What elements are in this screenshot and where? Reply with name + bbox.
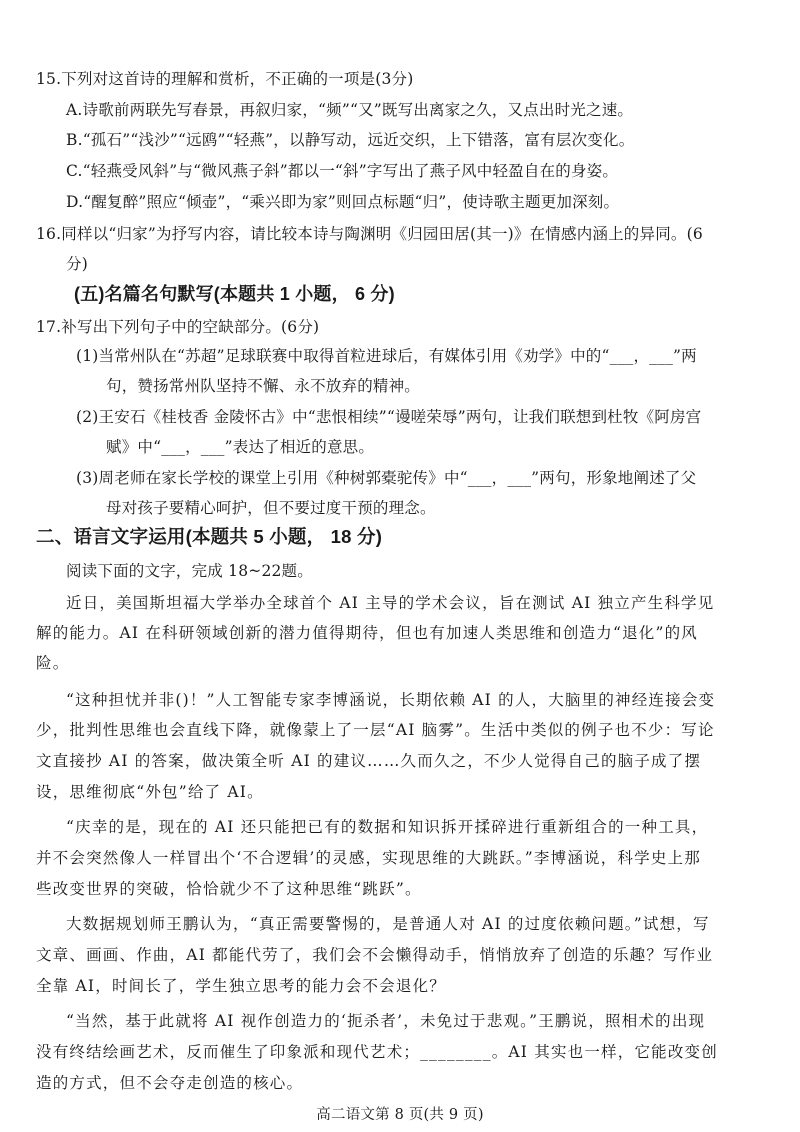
passage-p5-line3: 造的方式，但不会夺走创造的核心。 xyxy=(36,1074,304,1092)
q17-stem: 17.补写出下列句子中的空缺部分。(6分) xyxy=(36,318,320,336)
passage-p2-line3: 文直接抄 AI 的答案，做决策全听 AI 的建议……久而久之，不少人觉得自己的脑子成了摆 xyxy=(36,752,702,770)
passage-p1-line3: 险。 xyxy=(36,654,70,672)
passage-p1-line1: 近日，美国斯坦福大学举办全球首个 AI 主导的学术会议，旨在测试 AI 独立产生科学见 xyxy=(66,594,715,612)
passage-p1-line2: 解的能力。AI 在科研领域创新的潜力值得期待，但也有加速人类思维和创造力“退化”的风 xyxy=(36,624,698,642)
passage-p4-line3: 全靠 AI，时间长了，学生独立思考的能力会不会退化？ xyxy=(36,977,446,995)
q17-item-2-cont: 赋》中“___，___”表达了相近的意思。 xyxy=(106,438,375,456)
reading-intro: 阅读下面的文字，完成 18~22题。 xyxy=(66,562,313,580)
section-5-heading: (五)名篇名句默写(本题共 1 小题， 6 分) xyxy=(74,284,395,304)
q17-item-1-cont: 句，赞扬常州队坚持不懈、永不放弃的精神。 xyxy=(106,377,421,395)
passage-p2-line4: 设，思维彻底“外包”给了 AI。 xyxy=(36,783,264,801)
page-footer: 高二语文第 8 页(共 9 页) xyxy=(316,1107,484,1123)
q15-option-c: C.“轻燕受风斜”与“微风燕子斜”都以一“斜”字写出了燕子风中轻盈自在的身姿。 xyxy=(66,162,619,180)
passage-p4-line1: 大数据规划师王鹏认为，“真正需要警惕的，是普通人对 AI 的过度依赖问题。”试想，写 xyxy=(66,915,710,933)
passage-p3-line1: “庆幸的是，现在的 AI 还只能把已有的数据和知识拆开揉碎进行重新组合的一种工具， xyxy=(66,818,709,836)
passage-p3-line3: 些改变世界的突破，恰恰就少不了这种思维“跳跃”。 xyxy=(36,880,422,898)
passage-p2-line2: 少，批判性思维也会直线下降，就像蒙上了一层“AI 脑雾”。生活中类似的例子也不少：写论 xyxy=(36,721,715,739)
passage-p4-line2: 文章、画画、作曲，AI 都能代劳了，我们会不会懒得动手，悄悄放弃了创造的乐趣？写作业 xyxy=(36,946,714,964)
q15-option-d: D.“醒复醉”照应“倾壶”，“乘兴即为家”则回点标题“归”，使诗歌主题更加深刻。 xyxy=(66,193,620,211)
q17-item-1: (1)当常州队在“苏超”足球联赛中取得首粒进球后，有媒体引用《劝学》中的“___，___”两 xyxy=(76,347,697,365)
q15-stem: 15.下列对这首诗的理解和赏析，不正确的一项是(3分) xyxy=(36,70,414,88)
q17-item-2: (2)王安石《桂枝香 金陵怀古》中“悲恨相续”“谩嗟荣辱”两句，让我们联想到杜牧《阿房宫 xyxy=(76,408,702,426)
section-2-heading: 二、语言文字运用(本题共 5 小题， 18 分) xyxy=(36,526,383,547)
q15-option-b: B.“孤石”“浅沙”“远鸥”“轻燕”，以静写动，远近交织，上下错落，富有层次变化。 xyxy=(66,131,635,149)
q17-item-3-cont: 母对孩子要精心呵护，但不要过度干预的理念。 xyxy=(106,499,436,517)
q15-option-a: A.诗歌前两联先写春景，再叙归家，“频”“又”既写出离家之久，又点出时光之速。 xyxy=(66,101,634,119)
q16-text: 16.同样以“归家”为抒写内容，请比较本诗与陶渊明《归园田居(其一)》在情感内涵上的异同。(6 xyxy=(36,225,703,243)
passage-p5-line2: 没有终结绘画艺术，反而催生了印象派和现代艺术；________。AI 其实也一样，它能改变创 xyxy=(36,1043,718,1061)
passage-p3-line2: 并不会突然像人一样冒出个‘不合逻辑’的灵感，实现思维的大跳跃。”李博涵说，科学史上那 xyxy=(36,849,701,867)
q17-item-3: (3)周老师在家长学校的课堂上引用《种树郭橐驼传》中“___，___”两句，形象地阐述了父 xyxy=(76,469,697,487)
q16-text-cont: 分) xyxy=(66,255,88,273)
passage-p2-line1: “这种担忧并非()！”人工智能专家李博涵说，长期依赖 AI 的人，大脑里的神经连接会变 xyxy=(66,691,716,709)
passage-p5-line1: “当然，基于此就将 AI 视作创造力的‘扼杀者’，未免过于悲观。”王鹏说，照相术的出现 xyxy=(66,1012,706,1030)
